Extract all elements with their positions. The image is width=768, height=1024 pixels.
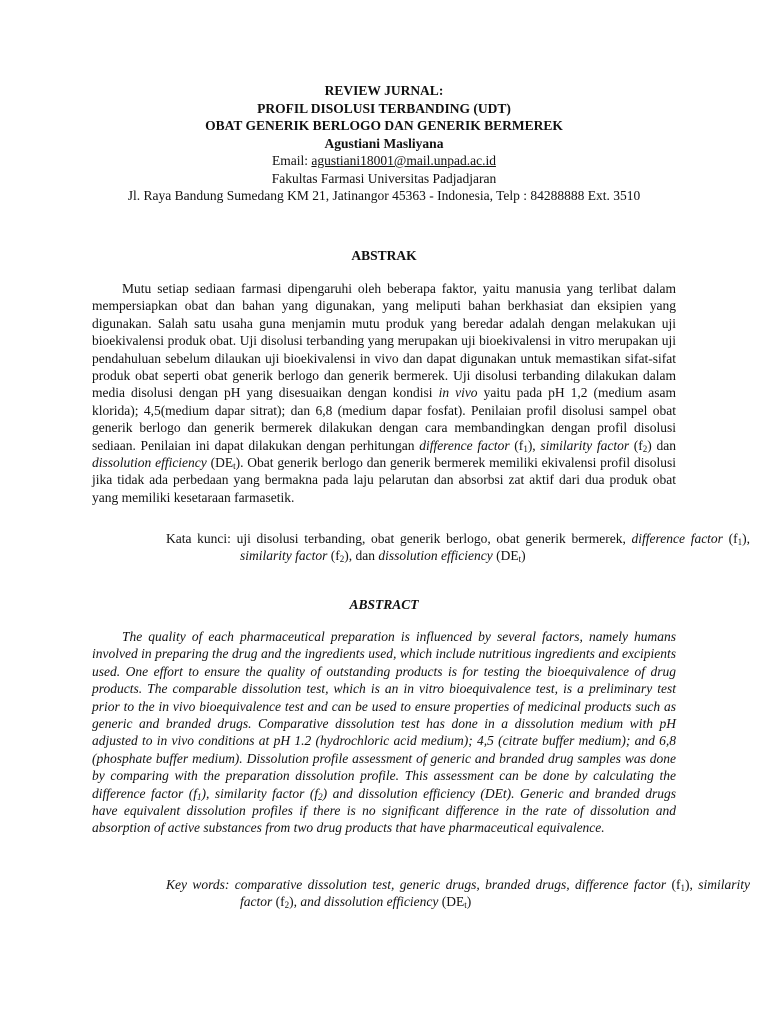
kata-kunci-f2-open: (f — [327, 548, 340, 564]
address: Jl. Raya Bandung Sumedang KM 21, Jatinangor 45363 - Indonesia, Telp : 84288888 Ext. 3510 — [127, 188, 641, 203]
abstrak-body — [92, 280, 676, 506]
abstrak-f2-sub: 2 — [642, 443, 648, 454]
email-label: Email: — [272, 153, 312, 168]
kata-kunci-f1-open: (f — [722, 531, 738, 546]
abstract-heading: ABSTRACT — [349, 597, 419, 612]
key-words-f1-sub: 1 — [680, 883, 685, 893]
abstrak-f2-close: ) dan — [647, 437, 676, 453]
key-words-similarity-factor: similarity factor — [240, 877, 750, 910]
abstrak-heading: ABSTRAK — [351, 248, 417, 263]
kata-kunci-f1-sub: 1 — [737, 537, 743, 547]
abstrak-difference-factor: difference factor — [419, 437, 510, 453]
kata-kunci-f1-close: ), — [742, 531, 750, 546]
kata-kunci-de-sub: t — [518, 554, 522, 565]
paper-title-line-1: PROFIL DISOLUSI TERBANDING (UDT) — [257, 100, 511, 116]
abstrak-text-a: Mutu setiap sediaan farmasi dipengaruhi oleh beberapa faktor, yaitu manusia yang terlibat dalam mempersiapkan obat dan bahan yang digunakan, yang meliputi bahan berkhasiat dan eksipien yang digunakan. Salah satu usaha guna menjamin mutu produk yang beredar adalah dengan melakukan uji bioekivalensi produk obat. Uji disolusi terbanding yang merupakan uji bioekivalensi in vitro merupakan uji pendahuluan sebelum dilaukan uji bioekivalensi in vivo dan dapat digunakan untuk memastikan sifat-sifat produk obat seperti obat generik berlogo dan generik bermerek. Uji disolusi terbanding dilakukan dalam media disolusi dengan pH yang disesuaikan dengan kondisi — [92, 281, 676, 401]
abstrak-f1-close: ), — [527, 437, 541, 453]
kata-kunci-de-open: (DE — [492, 548, 519, 564]
key-words-dissolution-efficiency: and dissolution efficiency — [300, 894, 439, 910]
email-line — [0, 152, 768, 170]
abstract-body — [92, 628, 676, 837]
title-block — [0, 82, 768, 205]
abstrak-f2-open: (f — [629, 437, 643, 453]
abstrak-in-vivo: in vivo — [438, 385, 478, 401]
author-name: Agustiani Masliyana — [324, 135, 444, 151]
affiliation: Fakultas Farmasi Universitas Padjadjaran — [271, 170, 497, 186]
abstrak-f1-open: (f — [509, 437, 524, 453]
email-link[interactable]: agustiani18001@mail.unpad.ac.id — [311, 153, 496, 168]
abstract-text-b: ), similarity factor (f — [201, 785, 319, 801]
key-words-f2-open: (f — [272, 894, 285, 910]
kata-kunci-similarity-factor: similarity factor — [240, 548, 328, 564]
key-words-de-close: ) — [466, 894, 472, 910]
abstrak-de-sub: t — [233, 461, 236, 472]
paper-title-line-2: OBAT GENERIK BERLOGO DAN GENERIK BERMEREK — [205, 118, 563, 133]
kata-kunci-de-close: ) — [521, 548, 526, 564]
abstrak-de-open: (DE — [206, 455, 234, 471]
kata-kunci-difference-factor: difference factor — [631, 531, 723, 546]
abstract-text-a: The quality of each pharmaceutical preparation is influenced by several factors, namely humans involved in preparing the drug and the ingredients used, which include nutritious ingredients and excipients used. One effort to ensure the quality of outstanding products is for testing the bioequivalence of drug products. The comparable dissolution test, which is an in vitro bioequivalence test, is a preliminary test prior to the in vivo bioequivalence test and can be used to ensure properties of medicinal products such as generic and branded drugs. Comparative dissolution test has done in a dissolution medium with pH adjusted to in vivo conditions at pH 1.2 (hydrochloric acid medium); 4,5 (citrate buffer medium); and 6,8 (phosphate buffer medium). Dissolution profile assessment of generic and branded drug samples was done by comparing with the preparation dissolution profile. This assessment can be done by calculating the difference factor (f — [92, 629, 676, 801]
key-words-f2-sub: 2 — [284, 900, 290, 911]
kata-kunci-f2-close: ), dan — [344, 548, 379, 564]
kata-kunci-dissolution-efficiency: dissolution efficiency — [378, 548, 493, 564]
key-words-lead: Key words: comparative dissolution test, generic drugs, branded drugs, difference factor — [166, 877, 667, 892]
abstrak-text-c: ). Obat generik berlogo dan generik bermerek memiliki ekivalensi profil disolusi jika tidak ada perbedaan yang bermakna pada laju pelarutan dan absorbsi zat aktif dari dua produk obat yang memiliki kesetaraan farmasetik. — [92, 455, 676, 505]
key-words-de-open: (DE — [438, 894, 465, 910]
abstrak-similarity-factor: similarity factor — [540, 437, 630, 453]
abstract-f2-sub: 2 — [318, 791, 323, 802]
key-words-f2-close: ), — [289, 894, 301, 910]
abstract-text-c: ) and dissolution efficiency (DEt). Generic and branded drugs have equivalent dissolution profiles if there is no significant difference in the rate of dissolution and absorption of active substances from two drug products that have pharmaceutical equivalence. — [92, 785, 676, 836]
review-label: REVIEW JURNAL: — [324, 83, 444, 98]
abstract-f1-sub: 1 — [196, 791, 202, 802]
key-words-de-sub: t — [464, 900, 467, 911]
abstrak-text-b: yaitu pada pH 1,2 (medium asam klorida); 4,5(medium dapar sitrat); dan 6,8 (medium dapar fosfat). Penilaian profil disolusi sampel obat generik berlogo dan generik bermerek dilakukan dengan cara membandingkan dengan profil disolusi sediaan. Penilaian ini dapat dilakukan dengan perhitungan — [92, 385, 676, 453]
abstrak-dissolution-efficiency: dissolution efficiency — [92, 455, 207, 471]
key-words-f1-open: (f — [666, 877, 681, 892]
key-words-f1-close: ), — [684, 877, 699, 892]
key-words — [166, 876, 750, 911]
abstrak-f1-sub: 1 — [523, 443, 528, 454]
kata-kunci-lead: Kata kunci: uji disolusi terbanding, obat generik berlogo, obat generik bermerek, — [166, 531, 632, 546]
kata-kunci-f2-sub: 2 — [339, 554, 345, 565]
kata-kunci — [166, 530, 750, 565]
